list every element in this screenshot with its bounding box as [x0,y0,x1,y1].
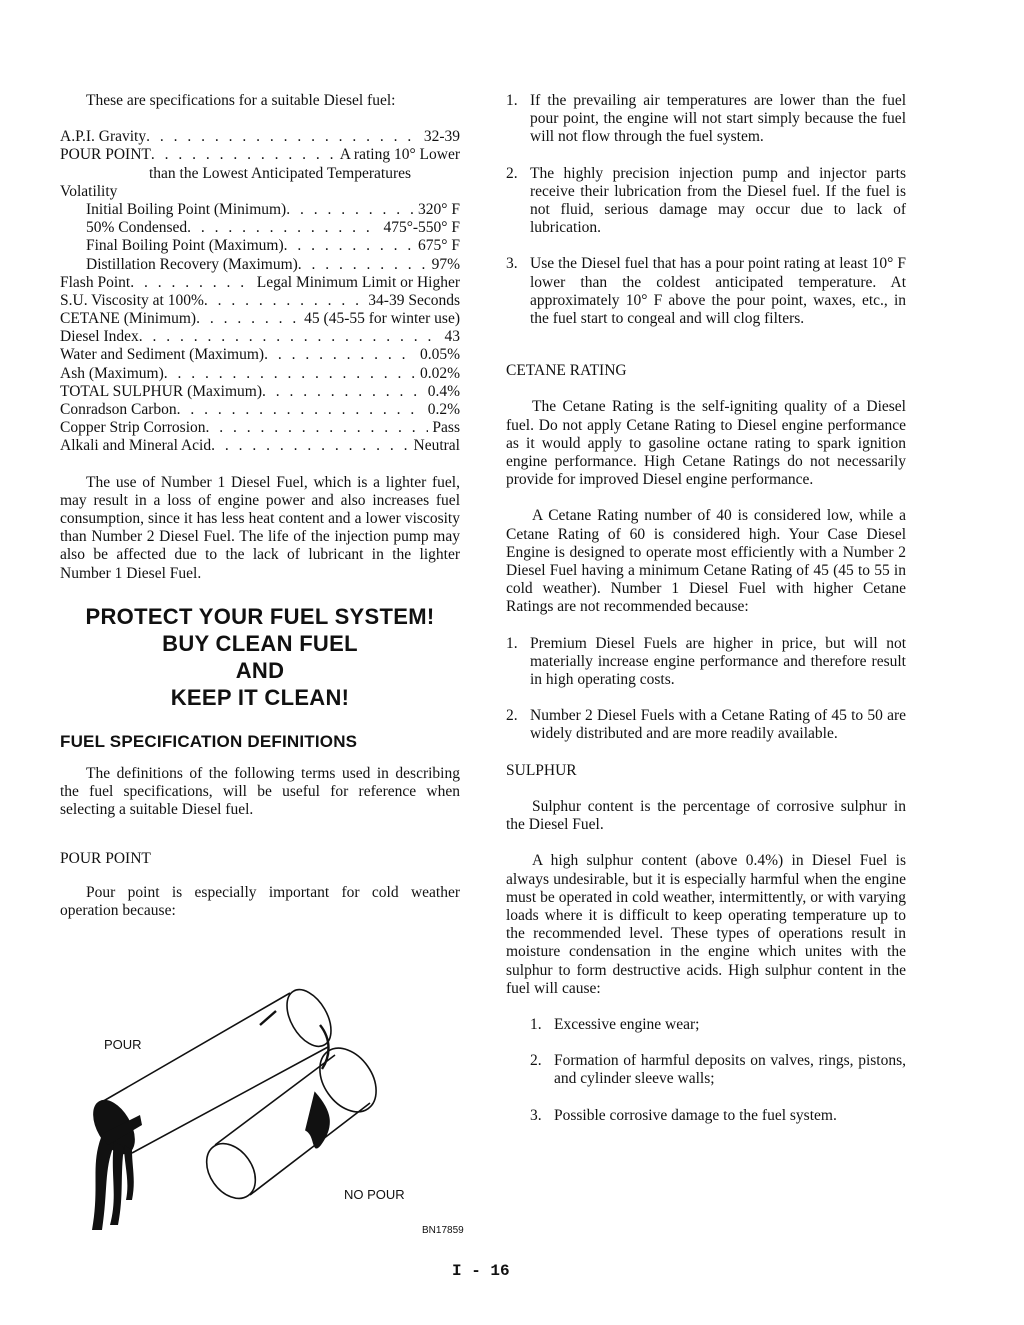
pour-label: POUR [104,1037,142,1052]
spec-water-sediment [60,346,460,364]
spec-value: Neutral [413,437,460,455]
spec-label: Ash (Maximum) [60,364,164,382]
spec-value: 0.2% [427,401,460,419]
definitions-title: FUEL SPECIFICATION DEFINITIONS [60,731,358,751]
spec-value: 0.4% [427,382,460,400]
spec-intro: These are specifications for a suitable Diesel fuel: [86,92,396,109]
list-item: 3. Possible corrosive damage to the fuel system. [530,1106,837,1124]
cetane-paragraph-1: The Cetane Rating is the self-igniting quality of a Diesel fuel. Do not apply Cetane Rating to Diesel engine performance as it would apply to gasoline octane rating to spark ignition engine performance. High Cetane Ratings do not necessarily provide for improved Diesel engine performance. [506,398,906,489]
spec-label: Copper Strip Corrosion [60,419,206,437]
spec-label: Water and Sediment (Maximum) [60,346,265,364]
cetane-paragraph-2: A Cetane Rating number of 40 is considered low, while a Cetane Rating of 60 is considered high. Your Case Diesel Engine is designed to operate most efficiently with a Number 2 Diesel Fuel having a minimum Cetane Rating of 45 (45 to 55 in cold weather). Number 1 Diesel Fuel with higher Cetane Ratings are not recommended because: [506,507,906,616]
sulphur-paragraph-1: Sulphur content is the percentage of corrosive sulphur in the Diesel Fuel. [506,797,906,834]
definitions-paragraph: The definitions of the following terms used in describing the fuel specifications, will be useful for reference when selecting a suitable Diesel fuel. [60,765,460,819]
spec-alkali-acid [60,437,460,455]
no-pour-tube [197,1038,388,1208]
spec-label: Distillation Recovery (Maximum) [86,255,298,273]
spec-label: POUR POINT [60,146,151,164]
spec-label: Initial Boiling Point (Minimum) [86,200,287,218]
pour-figure [80,985,480,1245]
protect-banner [60,603,460,711]
sulphur-paragraph-2: A high sulphur content (above 0.4%) in Diesel Fuel is always undesirable, but it is especially harmful when the engine must be operated in cold weather, intermittently, or with varying loads where it is difficult to keep operating temperature up to the recommended level. These types of operations result in moisture condensation in the engine which unites with the sulphur to form destructive acids. High sulphur content in the fuel will cause: [506,852,906,997]
spec-label: A.P.I. Gravity [60,128,147,146]
cetane-heading: CETANE RATING [506,362,627,380]
list-item: 1. Excessive engine wear; [530,1015,700,1033]
figure-code: BN17859 [422,1225,464,1236]
spec-value: 34-39 Seconds [368,291,460,309]
spec-label: Diesel Index [60,328,139,346]
list-item: 2. Formation of harmful deposits on valves, rings, pistons, and cylinder sleeve walls; [530,1052,906,1088]
spec-pour-point [60,146,460,164]
spec-list [60,128,460,455]
spec-label: CETANE (Minimum) [60,310,197,328]
spec-value: 97% [431,255,460,273]
cetane-list [506,635,906,744]
list-item: 1. If the prevailing air temperatures are lower than the fuel pour point, the engine will not start simply because the fuel will not flow through the fuel system. [506,92,906,146]
left-column [60,92,460,920]
spec-viscosity [60,292,460,310]
spec-label: Flash Point [60,273,131,291]
list-item: 2. The highly precision injection pump and injector parts receive their lubrication from the Diesel fuel. If the fuel is not fluid, serious damage may occur due to lack of lubrication. [506,164,906,237]
sulphur-heading: SULPHUR [506,761,577,779]
spec-ash [60,365,460,383]
spec-label: 50% Condensed [86,219,188,237]
spec-condensed [60,219,460,237]
pour-point-paragraph: Pour point is especially important for cold weather operation because: [60,883,460,920]
spec-label: Conradson Carbon [60,401,177,419]
spec-value: 0.02% [419,364,460,382]
page-number: I - 16 [452,1262,510,1280]
right-column [506,92,906,1125]
spec-value: 45 (45-55 for winter use) [304,310,460,328]
spec-label: TOTAL SULPHUR (Maximum) [60,382,262,400]
pour-illustration [80,985,480,1245]
spec-value: 0.05% [419,346,460,364]
spec-value: 475°-550° F [383,219,460,237]
spec-label: S.U. Viscosity at 100% [60,291,204,309]
spec-volatility-heading: Volatility [60,182,118,200]
protect-line-1: PROTECT YOUR FUEL SYSTEM! [85,603,435,629]
spec-conradson-carbon [60,401,460,419]
pour-point-heading: POUR POINT [60,849,151,867]
spec-value: 43 [444,328,460,346]
protect-line-3: AND [235,657,285,683]
spec-diesel-index [60,328,460,346]
sulphur-list [506,1016,906,1125]
spec-distillation-recovery [60,256,460,274]
spec-total-sulphur [60,383,460,401]
no-pour-label: NO POUR [344,1187,405,1202]
list-item: 1. Premium Diesel Fuels are higher in price, but will not materially increase engine performance and therefore result in high operating costs. [506,634,906,689]
spec-pour-continuation: than the Lowest Anticipated Temperatures [148,164,412,182]
spec-value: Legal Minimum Limit or Higher [256,273,460,291]
number1-paragraph: The use of Number 1 Diesel Fuel, which is a lighter fuel, may result in a loss of engine power and also increases fuel consumption, since it has less heat content and a lower viscosity than Number 2 Diesel Fuel. The life of the injection pump may also be affected due to the lack of lubricant in the lighter Number 1 Diesel Fuel. [60,473,460,582]
spec-initial-boiling-point [60,201,460,219]
spec-cetane [60,310,460,328]
protect-line-4: KEEP IT CLEAN! [170,684,350,710]
spec-value: 32-39 [423,128,460,146]
spec-label: Alkali and Mineral Acid [60,437,212,455]
spec-flash-point [60,274,460,292]
spec-value: 320° F [418,200,460,218]
spec-api-gravity [60,128,460,146]
spec-value: Pass [432,419,460,437]
protect-line-2: BUY CLEAN FUEL [162,630,358,656]
pour-point-list [506,92,906,328]
spec-value: 675° F [418,237,460,255]
spec-final-boiling-point [60,237,460,255]
list-item: 3. Use the Diesel fuel that has a pour point rating at least 10° F lower than the coldest anticipated temperature. At approximately 10° F above the pour point, waxes, etc., in the fuel start to congeal and will clog filters. [506,255,906,328]
spec-value: A rating 10° Lower [339,146,460,164]
spec-copper-strip [60,419,460,437]
list-item: 2. Number 2 Diesel Fuels with a Cetane Rating of 45 to 50 are widely distributed and are more readily available. [506,707,906,743]
spec-label: Final Boiling Point (Maximum) [86,237,284,255]
